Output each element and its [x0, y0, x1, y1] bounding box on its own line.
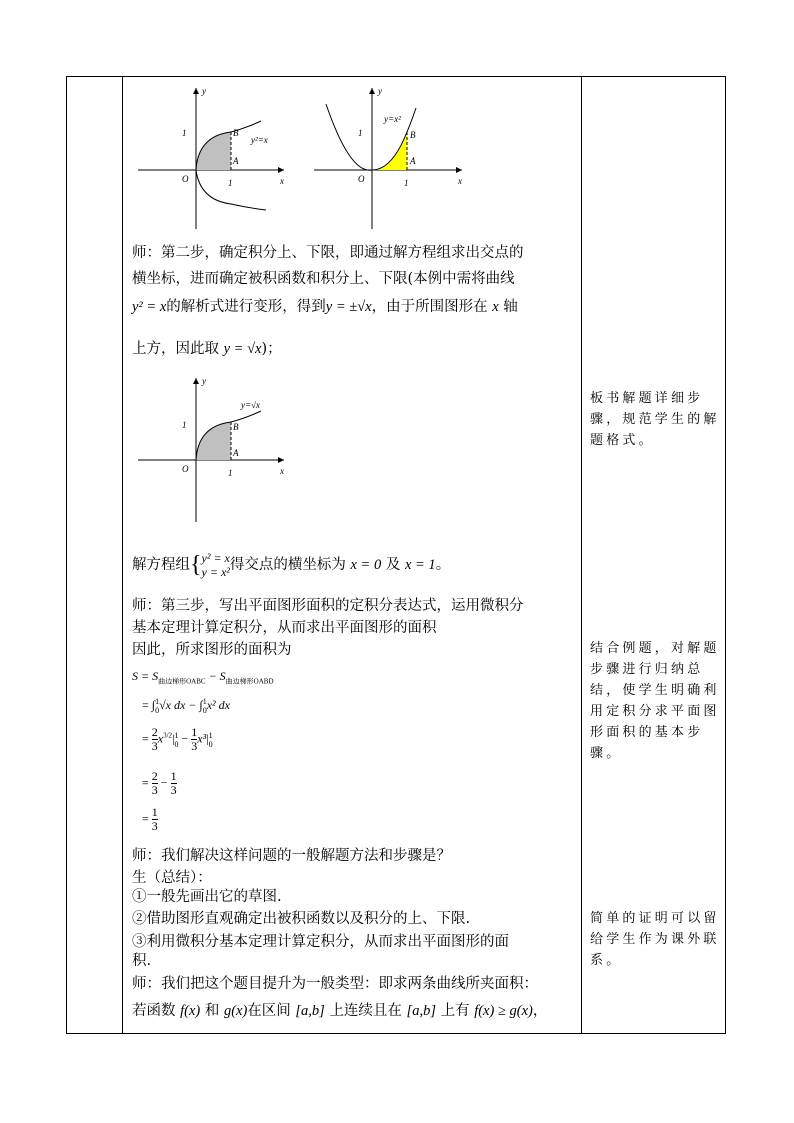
eq-line1	[132, 669, 274, 686]
eq-sub1: 曲边梯形OABC	[158, 677, 206, 686]
eq-minus-s: − S	[205, 669, 226, 683]
eq-s: S = S	[132, 669, 159, 683]
column-divider-2	[581, 76, 582, 1034]
eq3-ll1: 0	[174, 739, 179, 749]
eq-sub2: 曲边梯形OABD	[225, 677, 274, 686]
g1-x-label: x	[280, 176, 284, 186]
q8-t6: ，	[532, 1003, 548, 1019]
solve-system	[202, 551, 230, 579]
step2-eq1: y² = x	[132, 299, 167, 315]
eq3-minus: −	[181, 731, 189, 746]
solve-x1: x = 1	[404, 557, 436, 573]
q8-ab2: [a,b]	[406, 1003, 436, 1019]
step2-x: x	[492, 299, 499, 315]
q-line8	[132, 1000, 577, 1022]
g3-one-x: 1	[228, 468, 233, 478]
step2-eq3: y = √x	[223, 341, 262, 357]
eq4-minus: −	[160, 775, 168, 790]
step2-t5: )；	[261, 341, 282, 357]
q-line6: 积.	[132, 953, 152, 969]
eq-int1-body: √x dx − ∫	[159, 697, 203, 712]
step2-t2: ，由于所围图形在	[371, 299, 488, 315]
graph-parabola-sideways	[134, 84, 294, 234]
g2-y-label: y	[378, 86, 382, 96]
eq3-bar1: |	[172, 731, 175, 746]
graph-parabola-upward	[310, 84, 470, 234]
eq-int2-body: x² dx	[206, 697, 230, 712]
q8-ineq: f(x) ≥ g(x)	[474, 1003, 533, 1019]
q8-t2: 和	[204, 1003, 220, 1019]
column-divider-1	[122, 76, 123, 1034]
eq3-lims1	[174, 731, 178, 749]
solve-t2: 得交点的横坐标为	[229, 557, 346, 573]
q-line4: ②借助图形直观确定出被积函数以及积分的上、下限.	[132, 911, 471, 927]
g1-curve-label: y²=x	[251, 135, 268, 145]
q-line7: 师：我们把这个题目提升为一般类型：即求两条曲线所夹面积：	[132, 976, 538, 992]
eq3-n1: 2	[151, 725, 158, 739]
step2-t4: 上方，因此取	[132, 341, 219, 357]
eq4-n2: 1	[170, 769, 177, 783]
eq-line5	[142, 806, 158, 833]
step2-t3: 轴	[503, 299, 518, 315]
side-note-3: 简单的证明可以留给学生作为课外联系。	[590, 911, 720, 968]
q-line5: ③利用微积分基本定理计算定积分，从而求出平面图形的面	[132, 934, 509, 950]
g2-point-b: B	[410, 130, 416, 140]
solve-brace: {	[190, 552, 202, 578]
q8-g: g(x)	[223, 1003, 248, 1019]
eq-lim-up1: 1	[155, 697, 160, 706]
g2-one-y: 1	[358, 128, 363, 138]
g3-one-y: 1	[182, 420, 187, 430]
eq4-d1: 3	[151, 783, 158, 797]
q8-ab1: [a,b]	[295, 1003, 325, 1019]
eq4-n1: 2	[151, 769, 158, 783]
g2-point-a: A	[410, 156, 416, 166]
eq-line3	[142, 726, 213, 753]
eq3-d1: 3	[151, 739, 158, 753]
eq-line2	[142, 697, 230, 715]
eq3-p1: 3/2	[163, 731, 173, 740]
step3-line2: 基本定理计算定积分，从而求出平面图形的面积	[132, 620, 437, 636]
eq3-bar2: |	[206, 731, 209, 746]
eq4-frac1	[152, 770, 158, 797]
eq3-n2: 1	[191, 725, 198, 739]
side-note-1: 板书解题详细步骤，规范学生的解题格式。	[590, 391, 720, 448]
eq4-frac2	[171, 770, 177, 797]
g2-one-x: 1	[404, 178, 409, 188]
step2-eq2: y = ±√x	[325, 299, 372, 315]
q8-t4: 上连续且在	[329, 1003, 402, 1019]
eq-lim-up2: 1	[202, 697, 207, 706]
g1-origin: O	[182, 174, 189, 184]
g3-x-label: x	[280, 466, 284, 476]
q8-t3: 在区间	[247, 1003, 291, 1019]
step2-line1: 师：第二步，确定积分上、下限，即通过解方程组求出交点的	[132, 245, 524, 261]
eq5-frac	[152, 806, 158, 833]
q-line2: 生（总结）：	[132, 870, 212, 886]
g2-origin: O	[358, 174, 365, 184]
g2-x-label: x	[458, 176, 462, 186]
g3-point-a: A	[233, 448, 239, 458]
q8-t5: 上有	[440, 1003, 470, 1019]
q8-f: f(x)	[180, 1003, 201, 1019]
g1-point-b: B	[233, 128, 239, 138]
solve-sys1: y² = x	[201, 551, 230, 565]
g3-point-b: B	[233, 422, 239, 432]
q-line1: 师：我们解决这样问题的一般解题方法和步骤是？	[132, 848, 451, 864]
q8-t1: 若函数	[132, 1003, 176, 1019]
g1-one-y: 1	[182, 128, 187, 138]
g3-curve-label: y=√x	[241, 400, 261, 410]
step2-line2: 横坐标，进而确定被积函数和积分上、下限(本例中需将曲线	[132, 271, 515, 287]
eq3-d2: 3	[191, 739, 198, 753]
eq4-d2: 3	[170, 783, 177, 797]
eq3-lims2	[209, 731, 213, 749]
solve-t3: 及	[385, 557, 401, 573]
graph-sqrt	[134, 374, 294, 524]
step3-line3: 因此，所求图形的面积为	[132, 642, 292, 658]
eq5-eq: =	[142, 811, 149, 826]
eq3-ll2: 0	[208, 739, 213, 749]
solve-t4: 。	[435, 557, 451, 573]
solve-x0: x = 0	[350, 557, 382, 573]
step3-line1: 师：第三步，写出平面图形面积的定积分表达式，运用微积分	[132, 598, 524, 614]
q-line3: ①一般先画出它的草图.	[132, 889, 282, 905]
eq-lim-lo1: 0	[155, 706, 160, 715]
eq3-eq: =	[142, 731, 149, 746]
eq3-lu2: 1	[208, 730, 213, 740]
solve-sys2: y = x²	[201, 565, 230, 579]
eq3-lu1: 1	[174, 730, 179, 740]
eq-lim-lo2: 0	[202, 706, 207, 715]
g1-one-x: 1	[228, 178, 233, 188]
eq3-x2: x³	[197, 731, 207, 746]
eq-line4	[142, 770, 177, 797]
g2-curve-label: y=x²	[384, 114, 401, 124]
eq3-x1: x	[157, 731, 164, 746]
g3-y-label: y	[202, 376, 206, 386]
side-note-2: 结合例题，对解题步骤进行归纳总结，使学生明确利用定积分求平面图形面积的基本步骤。	[590, 641, 720, 761]
eq-int1: = ∫	[142, 697, 156, 712]
eq5-d: 3	[151, 819, 158, 833]
solve-t1: 解方程组	[132, 557, 190, 573]
eq4-eq: =	[142, 775, 149, 790]
g3-origin: O	[182, 464, 189, 474]
step2-line4	[132, 336, 577, 362]
step2-line3	[132, 294, 577, 320]
g1-point-a: A	[233, 156, 239, 166]
solve-line	[132, 550, 577, 586]
step2-t1: 的解析式进行变形，得到	[166, 299, 326, 315]
eq5-n: 1	[151, 805, 158, 819]
g1-y-label: y	[202, 86, 206, 96]
